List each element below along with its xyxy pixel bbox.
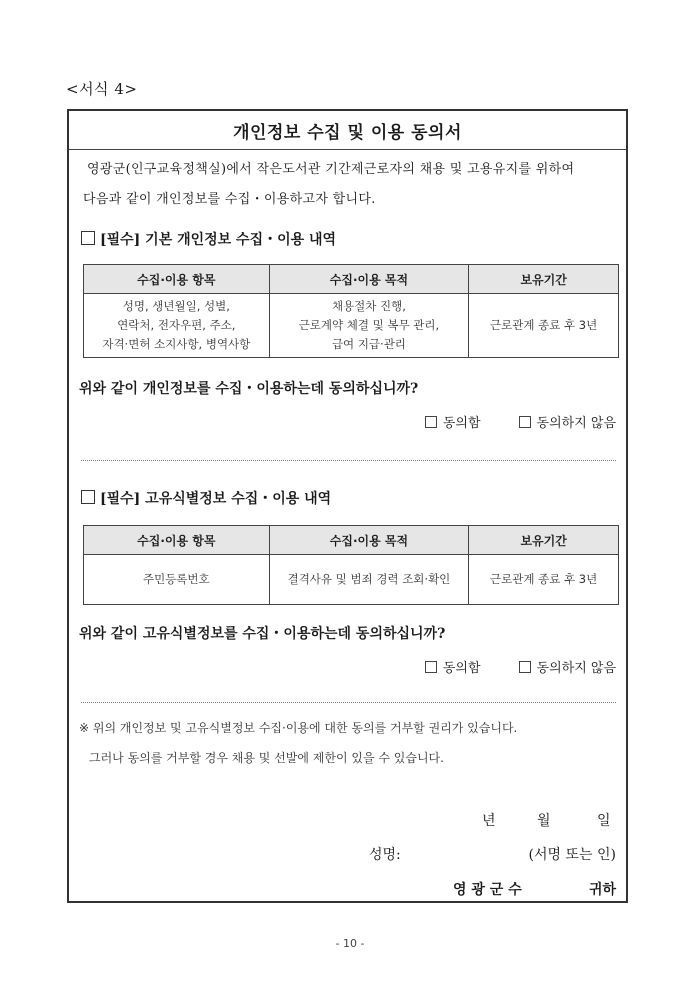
date-year-label: 년 xyxy=(482,813,496,829)
intro-line-1: 영광군(인구교육정책실)에서 작은도서관 기간제근로자의 채용 및 고용유지를 위하여 xyxy=(87,162,575,177)
header-retention: 보유기간 xyxy=(469,265,619,294)
form-number-label: <서식 4> xyxy=(66,80,138,98)
checkbox-icon xyxy=(81,231,95,245)
section-unique-id-heading: [필수] 고유식별정보 수집・이용 내역 xyxy=(81,488,331,508)
header-purpose: 수집·이용 목적 xyxy=(269,265,469,294)
refusal-notice-line-1: ※ 위의 개인정보 및 고유식별정보 수집·이용에 대한 동의를 거부할 권리가 있습니다. xyxy=(79,721,518,735)
unique-disagree-option[interactable]: 동의하지 않음 xyxy=(519,657,616,676)
unique-id-consent-options xyxy=(425,657,616,676)
header-purpose: 수집·이용 목적 xyxy=(269,526,469,555)
section-basic-info-heading: [필수] 기본 개인정보 수집・이용 내역 xyxy=(81,229,336,249)
date-month-label: 월 xyxy=(537,813,551,829)
table-header-row xyxy=(84,526,619,555)
header-items: 수집·이용 항목 xyxy=(84,526,270,555)
intro-line-2: 다음과 같이 개인정보를 수집・이용하고자 합니다. xyxy=(83,192,376,207)
unique-id-table xyxy=(83,525,619,605)
cell-items: 주민등록번호 xyxy=(84,555,270,605)
unique-id-consent-question: 위와 같이 고유식별정보를 수집・이용하는데 동의하십니까? xyxy=(79,626,446,642)
dotted-divider xyxy=(81,702,616,703)
table-row xyxy=(84,294,619,358)
cell-purpose: 결격사유 및 범죄 경력 조회·확인 xyxy=(269,555,469,605)
basic-agree-option[interactable]: 동의함 xyxy=(425,412,481,431)
checkbox-icon xyxy=(81,490,95,504)
basic-info-consent-question: 위와 같이 개인정보를 수집・이용하는데 동의하십니까? xyxy=(79,381,419,397)
name-label: 성명: xyxy=(369,847,401,863)
header-retention: 보유기간 xyxy=(469,526,619,555)
refusal-notice-line-2: 그러나 동의를 거부할 경우 채용 및 선발에 제한이 있을 수 있습니다. xyxy=(89,751,444,765)
checkbox-icon[interactable] xyxy=(519,416,531,428)
table-row xyxy=(84,555,619,605)
checkbox-icon[interactable] xyxy=(425,661,437,673)
checkbox-icon[interactable] xyxy=(519,661,531,673)
checkbox-icon[interactable] xyxy=(425,416,437,428)
cell-retention: 근로관계 종료 후 3년 xyxy=(469,555,619,605)
table-header-row xyxy=(84,265,619,294)
form-title: 개인정보 수집 및 이용 동의서 xyxy=(69,111,626,150)
cell-items: 성명, 생년월일, 성별, 연락처, 전자우편, 주소, 자격·면허 소지사항, 병역사항 xyxy=(84,294,270,358)
dotted-divider xyxy=(81,460,616,461)
page-number: - 10 - xyxy=(335,937,365,950)
signature-hint: (서명 또는 인) xyxy=(528,847,616,863)
basic-info-consent-options xyxy=(425,412,616,431)
basic-info-table xyxy=(83,264,619,358)
header-items: 수집·이용 항목 xyxy=(84,265,270,294)
cell-purpose: 채용절차 진행, 근로계약 체결 및 복무 관리, 급여 지급·관리 xyxy=(269,294,469,358)
unique-agree-option[interactable]: 동의함 xyxy=(425,657,481,676)
cell-retention: 근로관계 종료 후 3년 xyxy=(469,294,619,358)
consent-form xyxy=(67,109,628,903)
date-day-label: 일 xyxy=(597,813,611,829)
recipient-suffix: 귀하 xyxy=(588,882,616,898)
recipient-name: 영 광 군 수 xyxy=(453,882,522,898)
basic-disagree-option[interactable]: 동의하지 않음 xyxy=(519,412,616,431)
